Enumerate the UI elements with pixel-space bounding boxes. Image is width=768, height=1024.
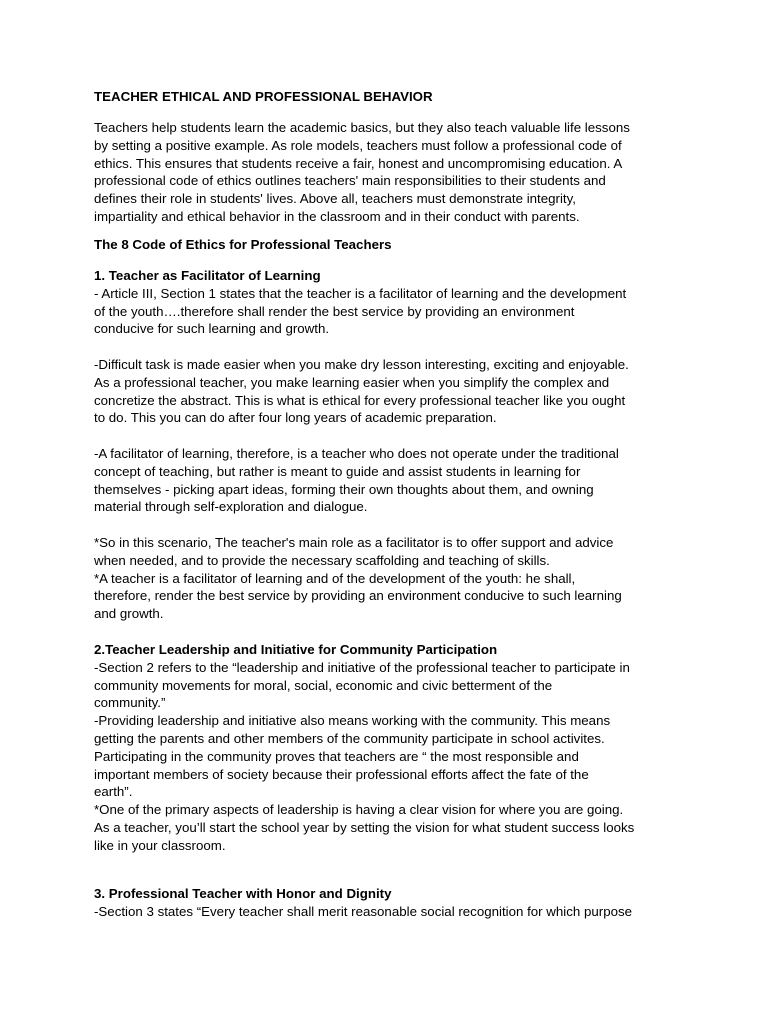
text-line: material through self-exploration and dialogue. bbox=[94, 499, 368, 515]
text-line: -Difficult task is made easier when you make dry lesson interesting, exciting and enjoyable. bbox=[94, 357, 629, 372]
text-line: conducive for such learning and growth. bbox=[94, 321, 330, 337]
text-line: As a teacher, you’ll start the school year by setting the vision for what student success looks bbox=[94, 819, 635, 835]
text-line: important members of society because their professional efforts affect the fate of the bbox=[94, 766, 589, 782]
text-line: -Section 2 refers to the “leadership and initiative of the professional teacher to participate in bbox=[94, 659, 630, 675]
section-3-block bbox=[94, 885, 684, 921]
text-line: concretize the abstract. This is what is ethical for every professional teacher like you ought bbox=[94, 392, 626, 408]
section-2-heading: 2.Teacher Leadership and Initiative for Community Participation bbox=[94, 642, 498, 657]
intro-paragraph bbox=[94, 119, 684, 226]
text-line: getting the parents and other members of the community participate in school activites. bbox=[94, 730, 605, 746]
section-1-paragraph-3 bbox=[94, 445, 684, 516]
text-line: to do. This you can do after four long years of academic preparation. bbox=[94, 410, 497, 426]
section-1-paragraph-2 bbox=[94, 356, 684, 427]
text-line: Teachers help students learn the academic basics, but they also teach valuable life lessons bbox=[94, 120, 630, 135]
text-line: Participating in the community proves that teachers are “ the most responsible and bbox=[94, 748, 579, 764]
section-1-heading: 1. Teacher as Facilitator of Learning bbox=[94, 268, 321, 283]
heading-text: The 8 Code of Ethics for Professional Teachers bbox=[94, 237, 392, 252]
title-text: TEACHER ETHICAL AND PROFESSIONAL BEHAVIOR bbox=[94, 89, 433, 104]
text-line: earth”. bbox=[94, 784, 133, 800]
text-line: and growth. bbox=[94, 606, 164, 622]
text-line: *One of the primary aspects of leadership is having a clear vision for where you are going. bbox=[94, 802, 624, 818]
text-line: professional code of ethics outlines teachers' main responsibilities to their students and bbox=[94, 173, 606, 189]
text-line: *A teacher is a facilitator of learning and of the development of the youth: he shall, bbox=[94, 570, 576, 586]
text-line: -Section 3 states “Every teacher shall merit reasonable social recognition for which purpose bbox=[94, 903, 633, 919]
text-line: impartiality and ethical behavior in the classroom and in their conduct with parents. bbox=[94, 208, 580, 224]
text-line: of the youth….therefore shall render the best service by providing an environment bbox=[94, 303, 575, 319]
section-1-block bbox=[94, 267, 684, 338]
code-of-ethics-heading bbox=[94, 236, 684, 254]
text-line: themselves - picking apart ideas, forming their own thoughts about them, and owning bbox=[94, 481, 594, 497]
text-line: concept of teaching, but rather is meant to guide and assist students in learning for bbox=[94, 463, 581, 479]
text-line: As a professional teacher, you make learning easier when you simplify the complex and bbox=[94, 374, 610, 390]
text-line: defines their role in students' lives. Above all, teachers must demonstrate integrity, bbox=[94, 191, 576, 207]
text-line: by setting a positive example. As role models, teachers must follow a professional code of bbox=[94, 137, 622, 153]
text-line: - Article III, Section 1 states that the teacher is a facilitator of learning and the development bbox=[94, 285, 627, 301]
section-1-paragraph-4 bbox=[94, 534, 684, 623]
text-line: -A facilitator of learning, therefore, is a teacher who does not operate under the traditional bbox=[94, 446, 619, 461]
text-line: ethics. This ensures that students receive a fair, honest and uncompromising education. A bbox=[94, 155, 623, 171]
text-line: community movements for moral, social, economic and civic betterment of the bbox=[94, 677, 553, 693]
text-line: like in your classroom. bbox=[94, 837, 226, 853]
document-title bbox=[94, 88, 684, 106]
text-line: -Providing leadership and initiative also means working with the community. This means bbox=[94, 713, 611, 729]
text-line: community.” bbox=[94, 695, 166, 711]
section-3-heading: 3. Professional Teacher with Honor and Dignity bbox=[94, 886, 392, 901]
section-2-block bbox=[94, 641, 694, 855]
text-line: when needed, and to provide the necessary scaffolding and teaching of skills. bbox=[94, 552, 550, 568]
text-line: *So in this scenario, The teacher's main role as a facilitator is to offer support and advice bbox=[94, 535, 614, 550]
text-line: therefore, render the best service by providing an environment conducive to such learning bbox=[94, 588, 622, 604]
